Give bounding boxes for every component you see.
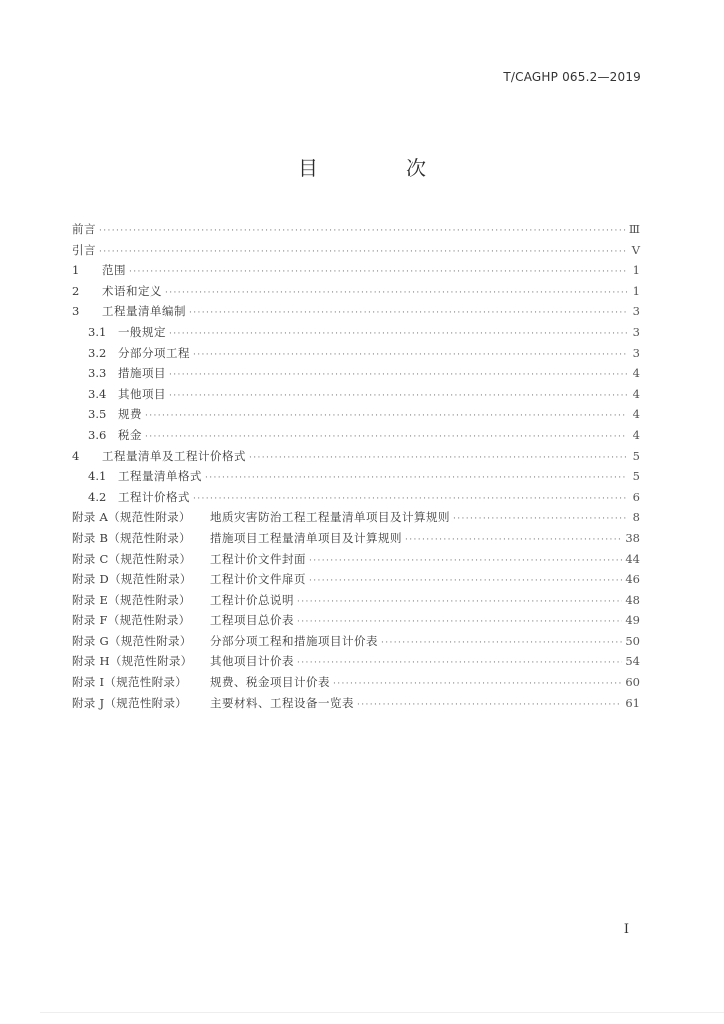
document-code: T/CAGHP 065.2—2019	[503, 70, 641, 84]
toc-leader-dots	[99, 221, 626, 242]
toc-leader-dots	[297, 612, 622, 633]
toc-leader-dots	[193, 489, 627, 510]
toc-entry[interactable]	[72, 240, 640, 261]
toc-leader-dots	[145, 427, 627, 448]
toc-entry-label: 工程量清单格式	[118, 469, 202, 484]
toc-entry[interactable]	[72, 693, 640, 714]
toc-entry-page: 46	[625, 572, 640, 587]
toc-entry-label: 工程计价文件封面	[210, 551, 306, 566]
toc-entry-label: 其他项目计价表	[210, 654, 294, 669]
toc-entry-number: 附录 C（规范性附录）	[72, 551, 192, 566]
table-of-contents	[72, 219, 640, 713]
toc-entry-number: 附录 A（规范性附录）	[72, 510, 191, 525]
toc-entry-label: 税金	[118, 427, 142, 442]
toc-entry-label: 工程计价文件扉页	[210, 572, 306, 587]
toc-entry[interactable]	[72, 425, 640, 446]
toc-leader-dots	[99, 242, 627, 263]
toc-entry[interactable]	[72, 466, 640, 487]
toc-entry-number: 附录 I（规范性附录）	[72, 675, 187, 690]
toc-entry-number: 4	[72, 448, 80, 463]
toc-entry[interactable]	[72, 281, 640, 302]
toc-leader-dots	[309, 571, 622, 592]
toc-entry-number: 3	[72, 304, 80, 319]
toc-entry-page: 3	[632, 324, 640, 339]
toc-entry[interactable]	[72, 301, 640, 322]
toc-entry-number: 4.1	[88, 469, 107, 484]
page-number: I	[623, 922, 629, 937]
toc-entry-number: 3.3	[88, 366, 107, 381]
toc-entry-page: 60	[625, 675, 640, 690]
toc-leader-dots	[189, 303, 627, 324]
toc-leader-dots	[249, 448, 627, 469]
toc-entry[interactable]	[72, 487, 640, 508]
toc-entry[interactable]	[72, 590, 640, 611]
toc-entry-number: 3.5	[88, 407, 107, 422]
toc-leader-dots	[193, 345, 627, 366]
toc-entry[interactable]	[72, 322, 640, 343]
toc-entry-label: 规费、税金项目计价表	[210, 675, 330, 690]
toc-entry-page: 38	[625, 530, 640, 545]
toc-entry-label: 工程项目总价表	[210, 613, 294, 628]
toc-entry[interactable]	[72, 610, 640, 631]
toc-leader-dots	[205, 468, 627, 489]
toc-entry-number: 1	[72, 263, 80, 278]
toc-entry[interactable]	[72, 528, 640, 549]
toc-entry-number: 3.2	[88, 345, 107, 360]
toc-entry-page: 8	[632, 510, 640, 525]
toc-entry-page: 1	[632, 283, 640, 298]
toc-entry-page: 50	[625, 633, 640, 648]
toc-entry[interactable]	[72, 219, 640, 240]
toc-entry[interactable]	[72, 507, 640, 528]
toc-entry-label: 工程计价格式	[118, 489, 190, 504]
toc-entry-label: 术语和定义	[102, 283, 162, 298]
toc-entry-number: 附录 E（规范性附录）	[72, 592, 191, 607]
toc-entry-page: 4	[632, 386, 640, 401]
toc-entry-label: 其他项目	[118, 386, 166, 401]
toc-entry-label: 引言	[72, 242, 96, 257]
toc-entry-number: 附录 B（规范性附录）	[72, 530, 191, 545]
toc-entry-page: 49	[625, 613, 640, 628]
toc-entry-label: 一般规定	[118, 324, 166, 339]
toc-entry[interactable]	[72, 384, 640, 405]
toc-leader-dots	[405, 530, 622, 551]
toc-entry-page: 54	[625, 654, 640, 669]
toc-entry[interactable]	[72, 343, 640, 364]
toc-entry-label: 范围	[102, 263, 126, 278]
toc-leader-dots	[357, 695, 622, 716]
toc-entry-number: 附录 J（规范性附录）	[72, 695, 188, 710]
toc-entry[interactable]	[72, 549, 640, 570]
bottom-divider	[40, 1012, 724, 1013]
toc-entry[interactable]	[72, 260, 640, 281]
toc-entry-page: 44	[625, 551, 640, 566]
toc-entry-number: 2	[72, 283, 80, 298]
toc-leader-dots	[297, 592, 622, 613]
toc-entry[interactable]	[72, 404, 640, 425]
toc-entry-number: 附录 D（规范性附录）	[72, 572, 192, 587]
toc-leader-dots	[145, 406, 627, 427]
toc-entry[interactable]	[72, 446, 640, 467]
toc-entry-label: 前言	[72, 222, 96, 236]
toc-entry-number: 4.2	[88, 489, 107, 504]
toc-leader-dots	[381, 633, 622, 654]
toc-entry-page: 5	[632, 469, 640, 484]
toc-leader-dots	[169, 365, 627, 386]
toc-entry[interactable]	[72, 651, 640, 672]
toc-entry-number: 3.1	[88, 324, 107, 339]
toc-entry-page: Ⅴ	[631, 242, 640, 257]
toc-entry-page: 5	[632, 448, 640, 463]
toc-leader-dots	[129, 262, 627, 283]
toc-leader-dots	[165, 283, 627, 304]
toc-entry[interactable]	[72, 672, 640, 693]
toc-leader-dots	[309, 551, 622, 572]
toc-entry-label: 工程量清单及工程计价格式	[102, 448, 246, 463]
toc-entry-label: 措施项目工程量清单项目及计算规则	[210, 530, 402, 545]
toc-leader-dots	[453, 509, 627, 530]
toc-entry-label: 分部分项工程和措施项目计价表	[210, 633, 378, 648]
toc-leader-dots	[169, 386, 627, 407]
toc-entry-page: 61	[625, 695, 640, 710]
toc-entry-page: 4	[632, 427, 640, 442]
toc-entry-number: 附录 G（规范性附录）	[72, 633, 192, 648]
toc-entry-label: 规费	[118, 407, 142, 422]
toc-entry-page: 1	[632, 263, 640, 278]
toc-entry-page: 4	[632, 366, 640, 381]
toc-entry[interactable]	[72, 363, 640, 384]
toc-leader-dots	[297, 653, 622, 674]
toc-entry-number: 3.6	[88, 427, 107, 442]
toc-entry-page: 48	[625, 592, 640, 607]
toc-entry-page: 6	[632, 489, 640, 504]
toc-entry[interactable]	[72, 631, 640, 652]
toc-entry-number: 3.4	[88, 386, 107, 401]
toc-entry-label: 工程计价总说明	[210, 592, 294, 607]
toc-entry-label: 主要材料、工程设备一览表	[210, 695, 354, 710]
toc-entry[interactable]	[72, 569, 640, 590]
toc-entry-label: 分部分项工程	[118, 345, 190, 360]
toc-entry-label: 措施项目	[118, 366, 166, 381]
toc-title: 目 次	[298, 156, 460, 180]
toc-entry-number: 附录 H（规范性附录）	[72, 654, 193, 669]
toc-entry-page: 3	[632, 304, 640, 319]
toc-entry-page: 3	[632, 345, 640, 360]
toc-leader-dots	[333, 674, 622, 695]
toc-entry-number: 附录 F（规范性附录）	[72, 613, 191, 628]
toc-entry-label: 工程量清单编制	[102, 304, 186, 319]
toc-entry-page: Ⅲ	[628, 222, 640, 236]
toc-entry-page: 4	[632, 407, 640, 422]
toc-entry-label: 地质灾害防治工程工程量清单项目及计算规则	[210, 510, 450, 525]
toc-leader-dots	[169, 324, 627, 345]
